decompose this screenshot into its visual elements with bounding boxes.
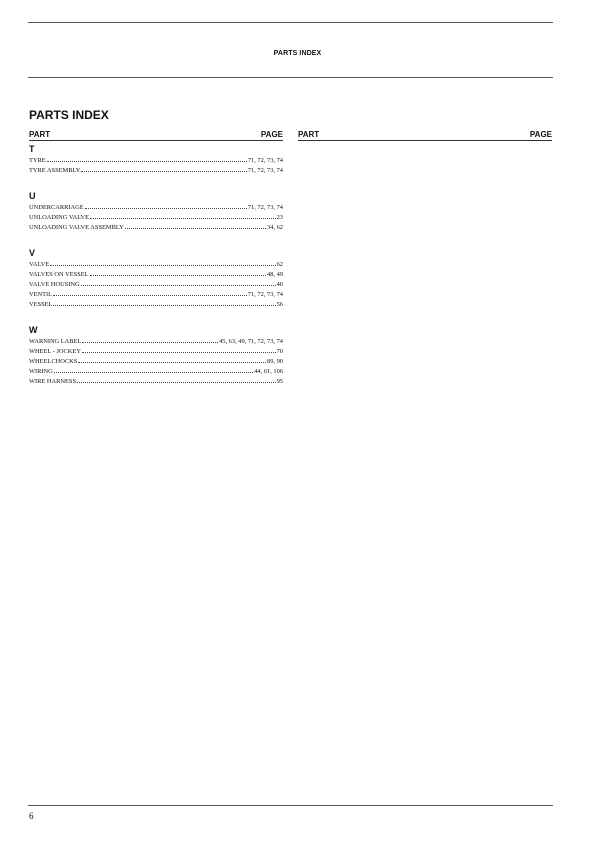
section-letter: W xyxy=(29,325,38,335)
index-section xyxy=(29,324,283,386)
page-references: 40 xyxy=(276,281,283,288)
index-entry xyxy=(29,259,283,269)
part-name: WARNING LABEL xyxy=(29,338,82,345)
dot-leader xyxy=(81,279,276,286)
index-entry xyxy=(29,299,283,309)
section-letter: V xyxy=(29,248,36,258)
page-references: 71, 72, 73, 74 xyxy=(247,204,283,211)
dot-leader xyxy=(54,366,253,373)
part-name: TYRE xyxy=(29,157,46,164)
part-name: UNLOADING VALVE ASSEMBLY xyxy=(29,224,124,231)
part-column-label: PART xyxy=(29,130,51,139)
dot-leader xyxy=(90,212,276,219)
page-references: 71, 72, 73, 74 xyxy=(247,167,283,174)
part-name: WIRE HARNESS xyxy=(29,378,77,385)
dot-leader xyxy=(47,155,247,162)
part-name: VESSEL xyxy=(29,301,53,308)
section-letter: U xyxy=(29,191,36,201)
page-references: 45, 63, 49, 71, 72, 73, 74 xyxy=(219,338,283,345)
page-references: 48, 49 xyxy=(267,271,283,278)
part-name: VENTIL xyxy=(29,291,53,298)
running-header: PARTS INDEX xyxy=(273,50,322,57)
dot-leader xyxy=(125,222,266,229)
index-entry xyxy=(29,356,283,366)
page-title: PARTS INDEX xyxy=(29,108,109,122)
index-column-left xyxy=(29,129,283,386)
index-entry xyxy=(29,366,283,376)
dot-leader xyxy=(85,202,247,209)
index-section xyxy=(29,190,283,232)
dot-leader xyxy=(50,259,275,266)
part-name: WHEEL - JOCKEY xyxy=(29,348,81,355)
footer-rule xyxy=(28,805,553,806)
page-references: 56 xyxy=(276,301,283,308)
header-rule xyxy=(28,77,553,78)
index-entry xyxy=(29,269,283,279)
index-entry xyxy=(29,202,283,212)
dot-leader xyxy=(82,336,218,343)
dot-leader xyxy=(53,289,247,296)
part-name: UNDERCARRIAGE xyxy=(29,204,84,211)
dot-leader xyxy=(82,346,276,353)
column-header xyxy=(298,129,552,141)
index-entry xyxy=(29,212,283,222)
dot-leader xyxy=(53,299,275,306)
page-column-label: PAGE xyxy=(529,130,552,139)
dot-leader xyxy=(78,356,266,363)
part-name: UNLOADING VALVE xyxy=(29,214,90,221)
dot-leader xyxy=(90,269,266,276)
page-references: 44, 61, 106 xyxy=(254,368,283,375)
page-references: 62 xyxy=(276,261,283,268)
part-name: WIRING xyxy=(29,368,53,375)
page-references: 34, 62 xyxy=(267,224,283,231)
index-entry xyxy=(29,222,283,232)
index-sections xyxy=(29,143,283,386)
index-column-right xyxy=(298,129,552,141)
part-name: WHEELCHOCKS xyxy=(29,358,78,365)
part-column-label: PART xyxy=(298,130,320,139)
dot-leader xyxy=(77,376,276,383)
index-entry xyxy=(29,346,283,356)
page-references: 70 xyxy=(276,348,283,355)
index-section xyxy=(29,247,283,309)
index-entry xyxy=(29,376,283,386)
index-section xyxy=(29,143,283,175)
index-entry xyxy=(29,336,283,346)
index-entry xyxy=(29,289,283,299)
page-references: 71, 72, 73, 74 xyxy=(247,291,283,298)
index-entry xyxy=(29,279,283,289)
part-name: VALVES ON VESSEL xyxy=(29,271,89,278)
page-number: 6 xyxy=(29,811,34,821)
page-references: 89, 90 xyxy=(267,358,283,365)
page-column-label: PAGE xyxy=(260,130,283,139)
page-references: 95 xyxy=(276,378,283,385)
dot-leader xyxy=(81,165,246,172)
top-rule xyxy=(28,22,553,23)
section-letter: T xyxy=(29,144,35,154)
column-header xyxy=(29,129,283,141)
page-references: 71, 72, 73, 74 xyxy=(247,157,283,164)
page-references: 23 xyxy=(276,214,283,221)
part-name: TYRE ASSEMBLY xyxy=(29,167,81,174)
index-entry xyxy=(29,155,283,165)
part-name: VALVE xyxy=(29,261,50,268)
index-entry xyxy=(29,165,283,175)
part-name: VALVE HOUSING xyxy=(29,281,80,288)
